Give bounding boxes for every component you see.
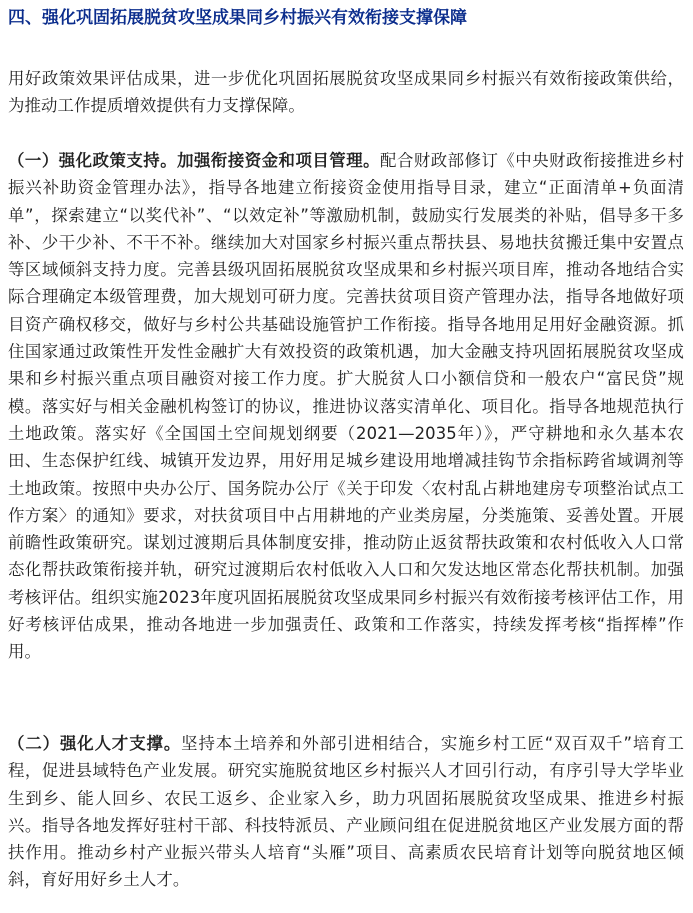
policy-support-lead: （一）强化政策支持。加强衔接资金和项目管理。 <box>8 151 381 170</box>
intro-paragraph: 用好政策效果评估成果，进一步优化巩固拓展脱贫攻坚成果同乡村振兴有效衔接政策供给，为推动工作提质增效提供有力支撑保障。 <box>8 69 684 116</box>
talent-support-lead: （二）强化人才支撑。 <box>8 734 182 753</box>
policy-support-body: 配合财政部修订《中央财政衔接推进乡村振兴补助资金管理办法》，指导各地建立衔接资金使用指导目录，建立“正面清单+负面清单”，探索建立“以奖代补”、“以效定补”等激励机制，鼓励实行发展类的补贴，倡导多干多补、少干少补、不干不补。继续加大对国家乡村振兴重点帮扶县、易地扶贫搬迁集中安置点等区域倾斜支持力度。完善县级巩固拓展脱贫攻坚成果和乡村振兴项目库，推动各地结合实际合理确定本级管理费，加大规划可研力度。完善扶贫项目资产管理办法，指导各地做好项目资产确权移交，做好与乡村公共基础设施管护工作衔接。指导各地用足用好金融资源。抓住国家通过政策性开发性金融扩大有效投资的政策机遇，加大金融支持巩固拓展脱贫攻坚成果和乡村振兴重点项目融资对接工作力度。扩大脱贫人口小额信贷和一般农户“富民贷”规模。落实好与相关金融机构签订的协议，推进协议落实清单化、项目化。指导各地规范执行土地政策。落实好《全国国土空间规划纲要（2021—2035年）》，严守耕地和永久基本农田、生态保护红线、城镇开发边界，用好用足城乡建设用地增减挂钩节余指标跨省域调剂等土地政策。按照中央办公厅、国务院办公厅《关于印发〈农村乱占耕地建房专项整治试点工作方案〉的通知》要求，对扶贫项目中占用耕地的产业类房屋，分类施策、妥善处置。开展前瞻性政策研究。谋划过渡期后具体制度安排，推动防止返贫帮扶政策和农村低收入人口常态化帮扶政策衔接并轨，研究过渡期后农村低收入人口和欠发达地区常态化帮扶机制。加强考核评估。组织实施2023年度巩固拓展脱贫攻坚成果同乡村振兴有效衔接考核评估工作，用好考核评估成果，推动各地进一步加强责任、政策和工作落实，持续发挥考核“指挥棒”作用。 <box>8 151 684 662</box>
policy-support-paragraph <box>8 147 684 666</box>
talent-support-body: 坚持本土培养和外部引进相结合，实施乡村工匠“双百双千”培育工程，促进县域特色产业发展。研究实施脱贫地区乡村振兴人才回引行动，有序引导大学毕业生到乡、能人回乡、农民工返乡、企业家入乡，助力巩固拓展脱贫攻坚成果、推进乡村振兴。指导各地发挥好驻村干部、科技特派员、产业顾问组在促进脱贫地区产业发展方面的帮扶作用。推动乡村产业振兴带头人培育“头雁”项目、高素质农民培育计划等向脱贫地区倾斜，育好用好乡土人才。 <box>8 734 684 890</box>
talent-support-paragraph <box>8 730 684 894</box>
section-heading: 四、强化巩固拓展脱贫攻坚成果同乡村振兴有效衔接支撑保障 <box>8 8 467 28</box>
